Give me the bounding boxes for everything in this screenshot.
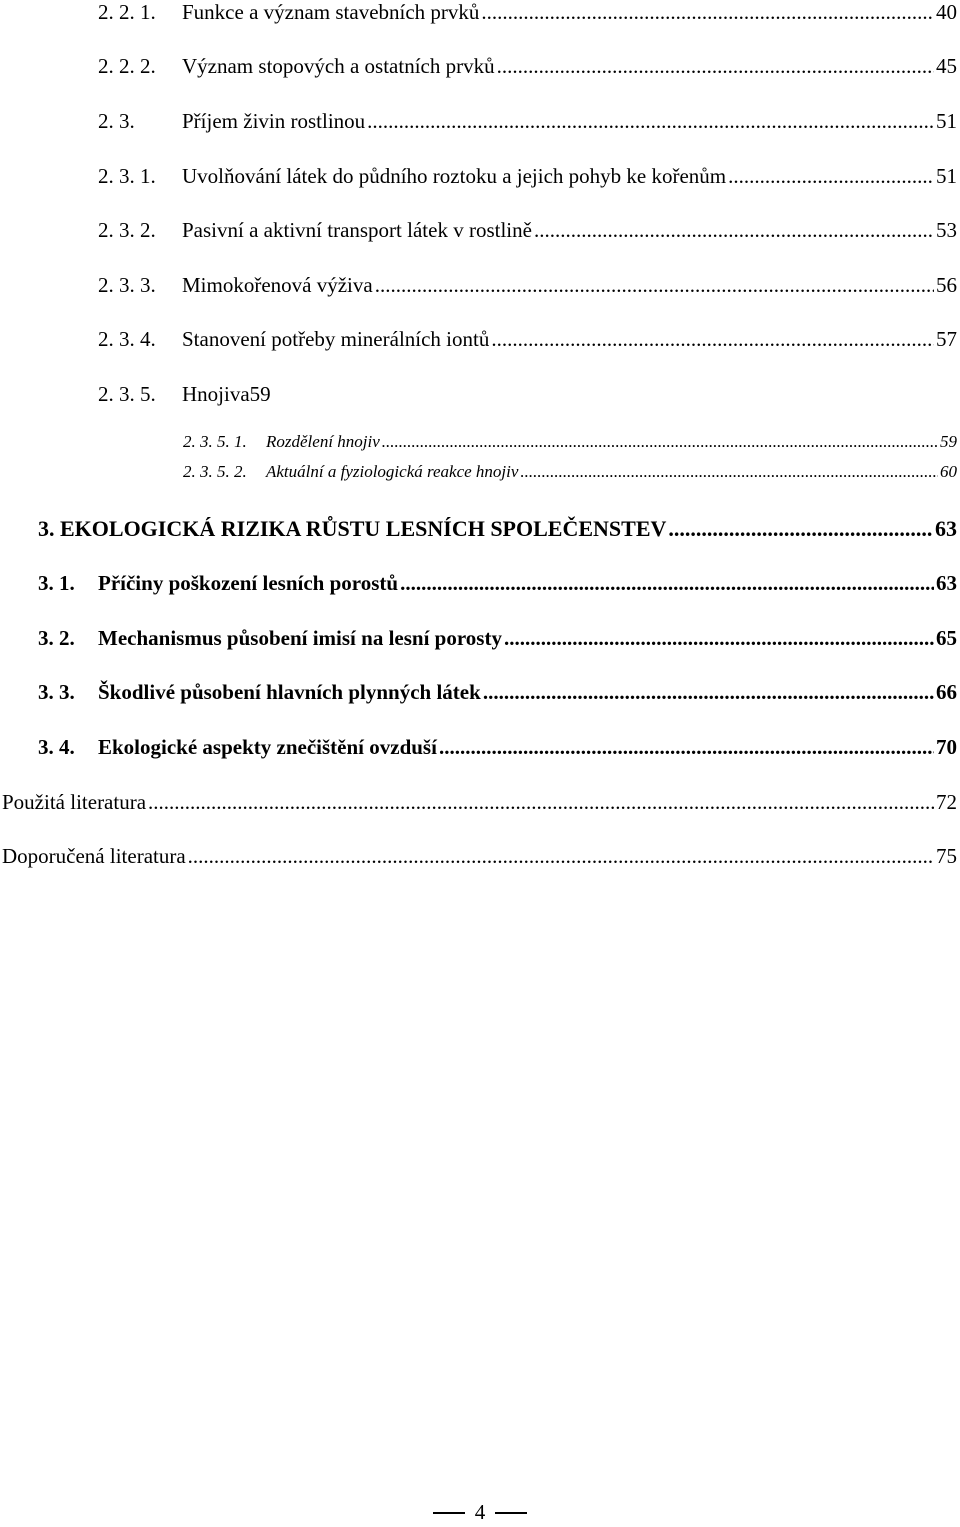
- toc-dot-leader: [367, 109, 934, 134]
- toc-entry[interactable]: [0, 680, 957, 705]
- toc-entry[interactable]: [0, 218, 957, 243]
- toc-entry-number: 3. 3.: [38, 680, 75, 704]
- footer-dash-left: [433, 1512, 465, 1514]
- toc-dot-leader: [148, 790, 934, 815]
- toc-entry-number: 2. 3.: [98, 109, 135, 133]
- toc-dot-leader: [382, 432, 938, 452]
- toc-dot-leader: [481, 0, 934, 25]
- toc-dot-leader: [439, 735, 934, 760]
- toc-entry[interactable]: [0, 432, 957, 452]
- page-footer: [0, 1500, 960, 1525]
- toc-entry-title: Příčiny poškození lesních porostů: [98, 571, 399, 595]
- toc-entry-number: 2. 3. 1.: [98, 164, 156, 188]
- toc-entry-number: 3. 4.: [38, 735, 75, 759]
- footer-dash-right: [495, 1512, 527, 1514]
- toc-entry-title: Mechanismus působení imisí na lesní porosty: [98, 626, 502, 650]
- toc-dot-leader: [534, 218, 934, 243]
- toc-entry-title: Aktuální a fyziologická reakce hnojiv: [266, 462, 519, 481]
- toc-entry-title: EKOLOGICKÁ RIZIKA RŮSTU LESNÍCH SPOLEČENSTEV: [60, 516, 667, 541]
- toc-entry[interactable]: [0, 735, 957, 760]
- toc-entry-page: 65: [936, 626, 957, 650]
- toc-entry-number: 2. 3. 3.: [98, 273, 156, 297]
- toc-entry-page: 63: [936, 571, 957, 595]
- toc-dot-leader: [668, 516, 933, 542]
- toc-entry-title: Uvolňování látek do půdního roztoku a jejich pohyb ke kořenům: [182, 164, 727, 188]
- toc-entry-page: 70: [936, 735, 957, 759]
- toc-entry-title: Použitá literatura: [2, 790, 147, 814]
- toc-entry-number: 2. 3. 5. 1.: [183, 432, 247, 451]
- toc-entry[interactable]: [0, 109, 957, 134]
- toc-entry-title: Rozdělení hnojiv: [266, 432, 380, 451]
- toc-entry-page: 57: [936, 327, 957, 351]
- toc-entry[interactable]: [0, 273, 957, 298]
- toc-dot-leader: [728, 164, 934, 189]
- toc-dot-leader: [188, 844, 934, 869]
- toc-dot-leader: [483, 680, 934, 705]
- toc-entry-number: 2. 3. 4.: [98, 327, 156, 351]
- toc-entry-title: Příjem živin rostlinou: [182, 109, 366, 133]
- toc-entry-page: 66: [936, 680, 957, 704]
- toc-entry-number: 3.: [38, 516, 55, 541]
- toc-dot-leader: [491, 327, 934, 352]
- toc-entry-title: Doporučená literatura: [2, 844, 186, 868]
- toc-entry-number: 2. 3. 5. 2.: [183, 462, 247, 481]
- toc-entry-page: 51: [936, 164, 957, 188]
- toc-entry[interactable]: [0, 516, 957, 542]
- toc-entry-title: Škodlivé působení hlavních plynných látek: [98, 680, 481, 704]
- toc-entry-number: 2. 3. 2.: [98, 218, 156, 242]
- toc-entry-page: 40: [936, 0, 957, 24]
- toc-dot-leader: [375, 273, 934, 298]
- toc-entry-page: 63: [935, 516, 957, 541]
- toc-entry-number: 2. 2. 1.: [98, 0, 156, 24]
- toc-entry[interactable]: [0, 164, 957, 189]
- toc-entry-title: Mimokořenová výživa: [182, 273, 373, 297]
- toc-entry-title: Ekologické aspekty znečištění ovzduší: [98, 735, 437, 759]
- toc-entry-page: 72: [936, 790, 957, 814]
- toc-entry-page: 51: [936, 109, 957, 133]
- toc-entry[interactable]: [0, 54, 957, 79]
- toc-entry-title: Hnojiva59: [182, 382, 271, 406]
- toc-entry[interactable]: [0, 462, 957, 482]
- toc-dot-leader: [504, 626, 934, 651]
- toc-entry[interactable]: [0, 571, 957, 596]
- toc-entry-number: 2. 2. 2.: [98, 54, 156, 78]
- toc-entry-page: 75: [936, 844, 957, 868]
- toc-entry-page: 59: [940, 432, 957, 451]
- toc-entry-number: 2. 3. 5.: [98, 382, 156, 406]
- toc-entry-title: Stanovení potřeby minerálních iontů: [182, 327, 490, 351]
- toc-entry-title: Význam stopových a ostatních prvků: [182, 54, 495, 78]
- toc-dot-leader: [497, 54, 934, 79]
- toc-entry-title: Pasivní a aktivní transport látek v rostlině: [182, 218, 532, 242]
- toc-entry-page: 45: [936, 54, 957, 78]
- toc-entry[interactable]: [0, 327, 957, 352]
- toc-entry-title: Funkce a význam stavebních prvků: [182, 0, 480, 24]
- toc-entry-number: 3. 1.: [38, 571, 75, 595]
- page-number: 4: [474, 1500, 486, 1524]
- toc-entry-number: 3. 2.: [38, 626, 75, 650]
- toc-entry-page: 56: [936, 273, 957, 297]
- toc-entry-page: 60: [940, 462, 957, 481]
- toc-dot-leader: [520, 462, 938, 482]
- toc-entry[interactable]: [0, 382, 957, 407]
- toc-entry[interactable]: [0, 844, 957, 869]
- toc-entry[interactable]: [0, 790, 957, 815]
- toc-entry-page: 53: [936, 218, 957, 242]
- toc-dot-leader: [400, 571, 934, 596]
- toc-entry[interactable]: [0, 626, 957, 651]
- toc-entry[interactable]: [0, 0, 957, 25]
